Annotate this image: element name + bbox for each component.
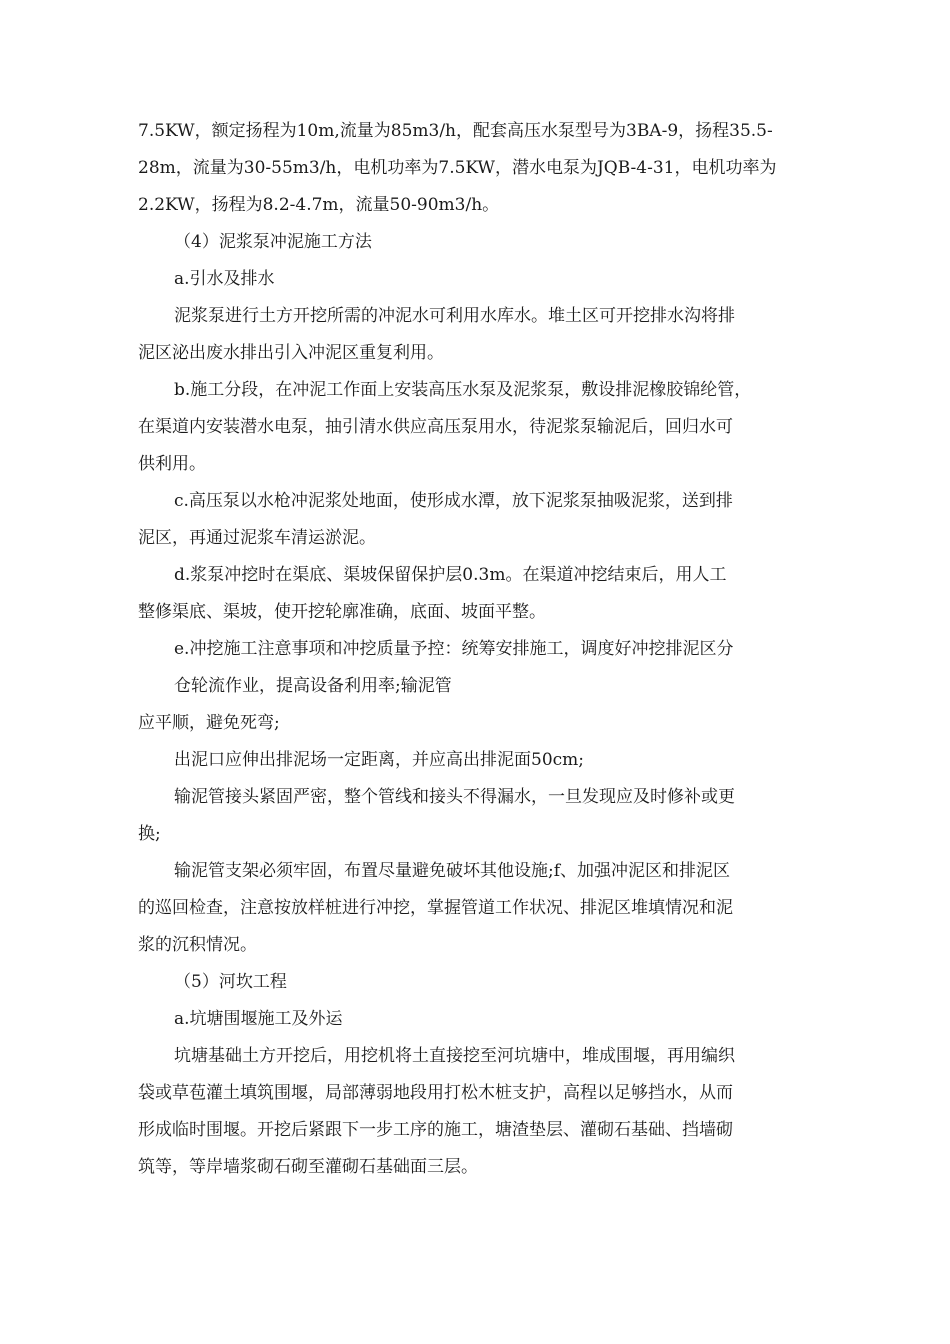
text-line: 坑塘基础土方开挖后，用挖机将土直接挖至河坑塘中，堆成围堰，再用编织: [174, 1046, 735, 1066]
sub-heading: a.引水及排水: [174, 269, 275, 289]
text-line: 输泥管接头紧固严密，整个管线和接头不得漏水，一旦发现应及时修补或更: [174, 787, 735, 807]
text-line: 泥区泌出废水排出引入冲泥区重复利用。: [138, 343, 444, 363]
sub-heading: a.坑塘围堰施工及外运: [174, 1009, 343, 1029]
text-line: 仓轮流作业，提高设备利用率;输泥管: [174, 676, 452, 696]
text-line: d.浆泵冲挖时在渠底、渠坡保留保护层0.3m。在渠道冲挖结束后，用人工: [174, 565, 727, 585]
text-line: 7.5KW，额定扬程为10m,流量为85m3/h，配套高压水泵型号为3BA-9，扬程35.5-: [138, 121, 773, 141]
text-line: b.施工分段，在冲泥工作面上安装高压水泵及泥浆泵，敷设排泥橡胶锦纶管，: [174, 380, 752, 400]
text-line: 泥区，再通过泥浆车清运淤泥。: [138, 528, 376, 548]
text-line: 28m，流量为30-55m3/h，电机功率为7.5KW，潜水电泵为JQB-4-31，电机功率为: [138, 158, 777, 178]
text-line: 泥浆泵进行土方开挖所需的冲泥水可利用水库水。堆土区可开挖排水沟将排: [174, 306, 735, 326]
text-line: 形成临时围堰。开挖后紧跟下一步工序的施工，塘渣垫层、灌砌石基础、挡墙砌: [138, 1120, 733, 1140]
section-heading: （5）河坎工程: [174, 972, 287, 992]
text-line: 的巡回检查，注意按放样桩进行冲挖，掌握管道工作状况、排泥区堆填情况和泥: [138, 898, 733, 918]
text-line: c.高压泵以水枪冲泥浆处地面，使形成水潭，放下泥浆泵抽吸泥浆，送到排: [174, 491, 733, 511]
text-line: 袋或草苞灌土填筑围堰，局部薄弱地段用打松木桩支护，高程以足够挡水，从而: [138, 1083, 733, 1103]
section-heading: （4）泥浆泵冲泥施工方法: [174, 232, 372, 252]
text-line: 浆的沉积情况。: [138, 935, 257, 955]
text-line: 在渠道内安装潜水电泵，抽引清水供应高压泵用水，待泥浆泵输泥后，回归水可: [138, 417, 733, 437]
text-line: 整修渠底、渠坡，使开挖轮廓准确，底面、坡面平整。: [138, 602, 546, 622]
text-line: 应平顺，避免死弯;: [138, 713, 280, 733]
text-line: 输泥管支架必须牢固，布置尽量避免破坏其他设施;f、加强冲泥区和排泥区: [174, 861, 731, 881]
text-line: 换;: [138, 824, 161, 844]
text-line: e.冲挖施工注意事项和冲挖质量予控：统筹安排施工，调度好冲挖排泥区分: [174, 639, 734, 659]
text-line: 筑等，等岸墙浆砌石砌至灌砌石基础面三层。: [138, 1157, 478, 1177]
text-line: 供利用。: [138, 454, 206, 474]
text-line: 出泥口应伸出排泥场一定距离，并应高出排泥面50cm;: [174, 750, 584, 770]
text-line: 2.2KW，扬程为8.2-4.7m，流量50-90m3/h。: [138, 195, 500, 215]
